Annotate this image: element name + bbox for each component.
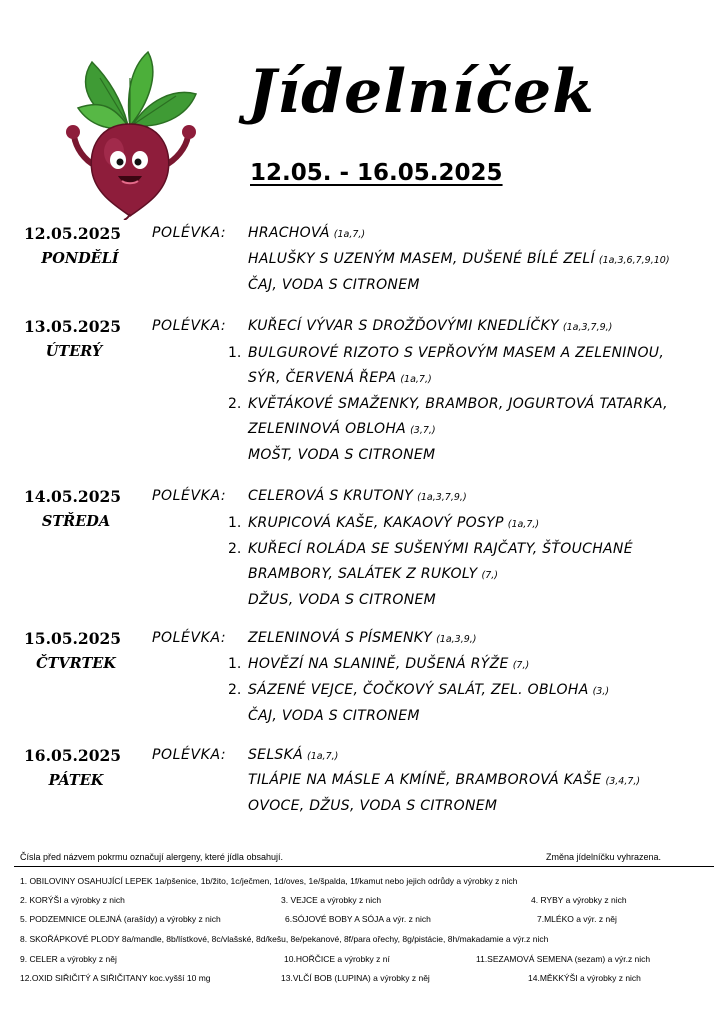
day-name: ČTVRTEK xyxy=(36,655,116,672)
soup-name: KUŘECÍ VÝVAR S DROŽĎOVÝMI KNEDLÍČKY xyxy=(248,318,559,334)
meal2-line1 xyxy=(248,682,609,698)
main-dish: TILÁPIE NA MÁSLE A KMÍNĚ, BRAMBOROVÁ KAŠE xyxy=(248,772,602,788)
drink-line: DŽUS, VODA S CITRONEM xyxy=(248,592,437,608)
date-range: 12.05. - 16.05.2025 xyxy=(250,160,503,186)
allergen-codes: (1a,7,) xyxy=(333,229,366,240)
allergen-codes: (1a,3,6,7,9,10) xyxy=(598,255,670,266)
allergen-7: 7.MLÉKO a výr. z něj xyxy=(537,914,617,924)
meal2-line2 xyxy=(248,421,436,437)
allergen-codes: (7,) xyxy=(512,660,530,671)
day-date: 14.05.2025 xyxy=(24,487,122,506)
meal2-text: BRAMBORY, SALÁTEK Z RUKOLY xyxy=(248,566,478,582)
soup-label: POLÉVKA: xyxy=(152,488,227,504)
meal-number: 2. xyxy=(228,396,242,412)
soup-line xyxy=(248,747,338,763)
day-name: PONDĚLÍ xyxy=(41,250,119,267)
meal-number: 1. xyxy=(228,515,242,531)
allergen-13: 13.VLČÍ BOB (LUPINA) a výrobky z něj xyxy=(281,973,430,983)
allergen-codes: (1a,3,7,9,) xyxy=(417,492,467,503)
allergen-1: 1. OBILOVINY OSAHUJÍCÍ LEPEK 1a/pšenice, 1b/žito, 1c/ječmen, 1d/oves, 1e/špalda, 1f/kamut nebo jejich odrůdy a výrobky z nich xyxy=(20,876,518,886)
allergen-codes: (1a,3,9,) xyxy=(436,634,477,645)
meal2-text: SÁZENÉ VEJCE, ČOČKOVÝ SALÁT, ZEL. OBLOHA xyxy=(248,682,589,698)
soup-name: ZELENINOVÁ S PÍSMENKY xyxy=(248,630,433,646)
drink-line: MOŠT, VODA S CITRONEM xyxy=(248,447,436,463)
allergen-codes: (1a,7,) xyxy=(507,519,540,530)
soup-label: POLÉVKA: xyxy=(152,747,227,763)
meal1-line1 xyxy=(248,515,539,531)
allergen-codes: (1a,7,) xyxy=(306,751,339,762)
allergen-2: 2. KORÝŠI a výrobky z nich xyxy=(20,895,125,905)
meal-number: 2. xyxy=(228,682,242,698)
allergen-4: 4. RYBY a výrobky z nich xyxy=(531,895,627,905)
day-date: 12.05.2025 xyxy=(24,224,122,243)
soup-line xyxy=(248,630,477,646)
page-title: Jídelníček xyxy=(248,57,595,127)
allergen-codes: (7,) xyxy=(481,570,498,581)
drink-line: ČAJ, VODA S CITRONEM xyxy=(248,708,420,724)
soup-label: POLÉVKA: xyxy=(152,630,227,646)
soup-name: CELEROVÁ S KRUTONY xyxy=(248,488,414,504)
main-dish: HALUŠKY S UZENÝM MASEM, DUŠENÉ BÍLÉ ZELÍ xyxy=(248,251,595,267)
drink-line: ČAJ, VODA S CITRONEM xyxy=(248,277,420,293)
day-date: 15.05.2025 xyxy=(24,629,122,648)
meal1-text: SÝR, ČERVENÁ ŘEPA xyxy=(248,370,397,386)
allergen-6: 6.SÓJOVÉ BOBY A SÓJA a výr. z nich xyxy=(285,914,431,924)
day-name: PÁTEK xyxy=(48,772,104,789)
allergen-10: 10.HOŘČICE a výrobky z ní xyxy=(284,954,390,964)
allergen-codes: (3,7,) xyxy=(410,425,436,436)
soup-line xyxy=(248,225,365,241)
allergen-5: 5. PODZEMNICE OLEJNÁ (arašídy) a výrobky z nich xyxy=(20,914,221,924)
soup-label: POLÉVKA: xyxy=(152,318,227,334)
day-date: 16.05.2025 xyxy=(24,746,122,765)
meal-number: 2. xyxy=(228,541,242,557)
meal1-text: KRUPICOVÁ KAŠE, KAKAOVÝ POSYP xyxy=(248,515,504,531)
meal-number: 1. xyxy=(228,345,242,361)
meal1-text: HOVĚZÍ NA SLANINĚ, DUŠENÁ RÝŽE xyxy=(248,656,509,672)
allergen-note: Čísla před názvem pokrmu označují alergeny, které jídla obsahují. xyxy=(20,852,283,862)
meal1-line2 xyxy=(248,370,432,386)
main-line xyxy=(248,772,640,788)
day-name: STŘEDA xyxy=(41,513,111,530)
drink-line: OVOCE, DŽUS, VODA S CITRONEM xyxy=(248,798,498,814)
allergen-codes: (3,) xyxy=(592,686,610,697)
soup-name: HRACHOVÁ xyxy=(248,225,330,241)
allergen-12: 12.OXID SIŘIČITÝ A SIŘIČITANY koc.vyšší 10 mg xyxy=(20,973,211,983)
meal2-line2 xyxy=(248,566,498,582)
soup-label: POLÉVKA: xyxy=(152,225,227,241)
allergen-11: 11.SEZAMOVÁ SEMENA (sezam) a výr.z nich xyxy=(476,954,651,964)
beetroot-mascot-icon xyxy=(56,48,206,220)
soup-line xyxy=(248,488,467,504)
meal1-line1 xyxy=(248,656,529,672)
soup-name: SELSKÁ xyxy=(248,747,303,763)
meal2-line1: KVĚTÁKOVÉ SMAŽENKY, BRAMBOR, JOGURTOVÁ TATARKA, xyxy=(248,396,668,412)
change-note: Změna jídelníčku vyhrazena. xyxy=(546,852,662,862)
main-line xyxy=(248,251,670,267)
meal-number: 1. xyxy=(228,656,242,672)
allergen-8: 8. SKOŘÁPKOVÉ PLODY 8a/mandle, 8b/lístkové, 8c/vlašské, 8d/kešu, 8e/pekanové, 8f/para ořechy, 8g/pistácie, 8h/makadamie a výr.z nich xyxy=(20,934,549,944)
allergen-9: 9. CELER a výrobky z něj xyxy=(20,954,117,964)
footer-divider xyxy=(14,866,714,867)
allergen-codes: (1a,7,) xyxy=(400,374,432,385)
allergen-codes: (1a,3,7,9,) xyxy=(562,322,613,333)
soup-line xyxy=(248,318,612,334)
meal1-line1: BULGUROVÉ RIZOTO S VEPŘOVÝM MASEM A ZELENINOU, xyxy=(248,345,665,361)
day-date: 13.05.2025 xyxy=(24,317,122,336)
day-name: ÚTERÝ xyxy=(45,343,103,360)
allergen-14: 14.MĚKKÝŠI a výrobky z nich xyxy=(528,973,641,983)
meal2-line1: KUŘECÍ ROLÁDA SE SUŠENÝMI RAJČATY, ŠŤOUCHANÉ xyxy=(248,541,633,557)
allergen-3: 3. VEJCE a výrobky z nich xyxy=(281,895,382,905)
allergen-codes: (3,4,7,) xyxy=(605,776,641,787)
meal2-text: ZELENINOVÁ OBLOHA xyxy=(248,421,407,437)
